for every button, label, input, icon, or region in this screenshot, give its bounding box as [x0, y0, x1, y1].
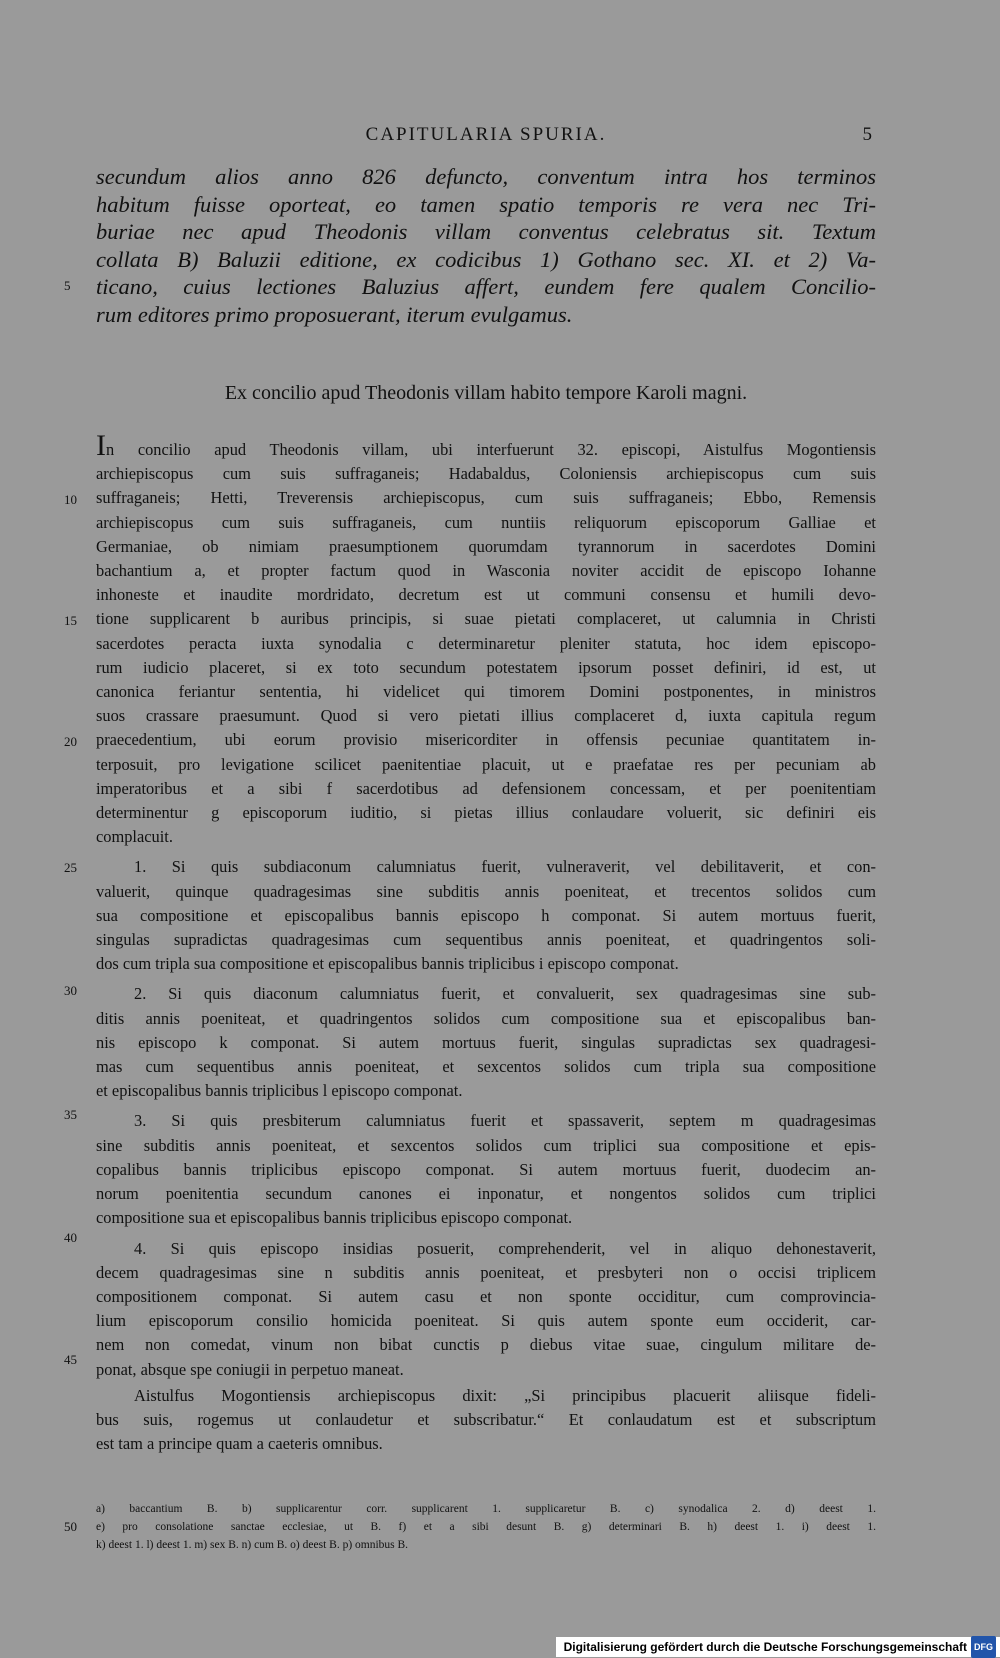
paragraph-chapter-3: [96, 1109, 876, 1230]
line-number: 45: [64, 1352, 77, 1367]
text-line: singulas supradictas quadragesimas cum sequentibus annis poeniteat, et quadringentos soli-: [96, 930, 876, 950]
footer-text: Digitalisierung gefördert durch die Deutsche Forschungsgemeinschaft: [563, 1640, 967, 1654]
text-line: 2. Si quis diaconum calumniatus fuerit, et convaluerit, sex quadragesimas sine sub-: [134, 984, 876, 1004]
paragraph-chapter-4: [96, 1237, 876, 1382]
initial-letter: I: [96, 429, 106, 462]
text-line: est tam a principe quam a caeteris omnibus.: [96, 1434, 383, 1454]
line-number: 15: [64, 613, 77, 628]
line-number: 20: [64, 734, 77, 749]
intro-line: rum editores primo proposuerant, iterum evulgamus.: [96, 301, 573, 327]
text-line: archiepiscopus cum suis suffraganeis; Hadabaldus, Coloniensis archiepiscopus cum suis: [96, 464, 876, 484]
intro-text: [96, 163, 876, 328]
text-line: suffraganeis; Hetti, Treverensis archiepiscopus, cum suis suffraganeis; Ebbo, Remensis: [96, 488, 876, 508]
page-number: 5: [862, 124, 872, 145]
main-text: [96, 429, 876, 1456]
section-title: Ex concilio apud Theodonis villam habito tempore Karoli magni.: [224, 382, 748, 404]
text-line: imperatoribus et a sibi f sacerdotibus ad defensionem concessam, et per poenitentiam: [96, 778, 876, 798]
text-line: sine subditis annis poeniteat, et sexcentos solidos cum triplici sua compositione et epis-: [96, 1135, 876, 1155]
text-line: ditis annis poeniteat, et quadringentos solidos cum compositione sua et episcopalibus ban-: [96, 1008, 876, 1028]
footnotes: [96, 1500, 876, 1554]
text-line: determinentur g episcoporum iuditio, si pietas illius conlaudare voluerit, sic definiri eis: [96, 803, 876, 823]
text-line: decem quadragesimas sine n subditis annis poeniteat, et presbyteri non o occisi triplicem: [96, 1262, 876, 1282]
text-line: sua compositione et episcopalibus bannis episcopo h componat. Si autem mortuus fuerit,: [96, 905, 876, 925]
line-number: 35: [64, 1107, 77, 1122]
text-line: Germaniae, ob nimiam praesumptionem quorumdam tyrannorum in sacerdotes Domini: [96, 536, 876, 556]
intro-line: buriae nec apud Theodonis villam conventus celebratus sit. Textum: [96, 219, 876, 244]
line-number: 5: [64, 278, 71, 293]
text-line: nem non comedat, vinum non bibat cunctis p diebus vitae suae, cingulum militare de-: [96, 1335, 876, 1355]
text-line: bachantium a, et propter factum quod in Wasconia noviter accidit de episcopo Iohanne: [96, 561, 876, 581]
text-line: 1. Si quis subdiaconum calumniatus fuerit, vulneraverit, vel debilitaverit, et con-: [134, 857, 876, 877]
text-line: praecedentium, ubi eorum provisio misericorditer in offensis pecuniae quantitatem in-: [96, 730, 876, 750]
text-line: rum iudicio placeret, si ex toto secundum potestatem ipsorum posset definiri, id est, ut: [96, 657, 876, 677]
text-line: complacuit.: [96, 827, 173, 847]
text-line: copalibus bannis triplicibus episcopo componat. Si autem mortuus fuerit, duodecim an-: [96, 1159, 876, 1179]
text-line: 3. Si quis presbiterum calumniatus fuerit et spassaverit, septem m quadragesimas: [134, 1111, 876, 1131]
paragraph-chapter-2: [96, 982, 876, 1103]
line-number: 40: [64, 1230, 77, 1245]
text-line: norum poenitentia secundum canones ei inponatur, et nongentos solidos cum triplici: [96, 1184, 876, 1204]
text-line: suos crassare praesumunt. Quod si vero pietati illius complaceret d, iuxta capitula regum: [96, 706, 876, 726]
digitization-footer: [556, 1637, 1000, 1657]
dfg-logo-icon: DFG: [971, 1636, 996, 1658]
text-line: 4. Si quis episcopo insidias posuerit, comprehenderit, vel in aliquo dehonestaverit,: [134, 1238, 876, 1258]
line-number: 30: [64, 983, 77, 998]
text-line: canonica feriantur sententia, hi videlicet qui timorem Domini postponentes, in ministros: [96, 682, 876, 702]
text-line: archiepiscopus cum suis suffraganeis, cum nuntiis reliquorum episcoporum Galliae et: [96, 512, 876, 532]
text-line: terposuit, pro levigatione scilicet paenitentiae placuit, ut e praefatae res per pecuniam ab: [96, 754, 876, 774]
text-line: ponat, absque spe coniugii in perpetuo maneat.: [96, 1359, 404, 1379]
text-line: lium episcoporum consilio homicida poeniteat. Si quis autem sponte eum occiderit, car-: [96, 1311, 876, 1331]
running-header: CAPITULARIA SPURIA.: [365, 124, 607, 145]
text-line: compositione sua et episcopalibus bannis triplicibus episcopo componat.: [96, 1208, 573, 1228]
text-line: dos cum tripla sua compositione et episcopalibus bannis triplicibus i episcopo componat.: [96, 954, 679, 974]
intro-line: habitum fuisse oporteat, eo tamen spatio temporis re vera nec Tri-: [96, 191, 876, 217]
text-line: nis episcopo k componat. Si autem mortuus fuerit, singulas supradictas sex quadragesi-: [96, 1032, 876, 1052]
paragraph-chapter-1: [96, 855, 876, 976]
text-line: et episcopalibus bannis triplicibus l episcopo componat.: [96, 1081, 463, 1101]
paragraph-preamble: [96, 429, 876, 849]
line-number: 50: [64, 1519, 77, 1534]
footnote-line: a) baccantium B. b) supplicarentur corr. supplicarent 1. supplicaretur B. c) synodalica 2. d) deest 1.: [96, 1503, 876, 1515]
text-line-content: n concilio apud Theodonis villam, ubi interfuerunt 32. episcopi, Aistulfus Mogontiensis: [106, 440, 876, 459]
footnote-line: e) pro consolatione sanctae ecclesiae, ut B. f) et a sibi desunt B. g) determinari B. h) deest 1. i) deest 1.: [96, 1521, 876, 1533]
intro-line: ticano, cuius lectiones Baluzius affert, eundem fere qualem Concilio-: [96, 274, 876, 299]
intro-line: collata B) Baluzii editione, ex codicibus 1) Gothano sec. XI. et 2) Va-: [96, 246, 876, 272]
text-line: Aistulfus Mogontiensis archiepiscopus dixit: „Si principibus placuerit aliisque fideli-: [134, 1385, 876, 1405]
intro-line: secundum alios anno 826 defuncto, conventum intra hos terminos: [96, 164, 876, 189]
footnote-line: k) deest 1. l) deest 1. m) sex B. n) cum B. o) deest B. p) omnibus B.: [96, 1539, 409, 1551]
text-line: mas cum sequentibus annis poeniteat, et sexcentos solidos cum tripla sua compositione: [96, 1057, 876, 1077]
text-line: bus suis, rogemus ut conlaudetur et subscribatur.“ Et conlaudatum est et subscriptum: [96, 1409, 876, 1429]
paragraph-conclusion: [96, 1384, 876, 1457]
line-number: 25: [64, 860, 77, 875]
text-line: inhoneste et inaudite mordridato, decretum est ut communi consensu et humili devo-: [96, 585, 876, 605]
text-line: sacerdotes peracta iuxta synodalia c determinaretur pleniter statuta, hoc idem episcopo-: [96, 633, 876, 653]
text-line: compositionem componat. Si autem casu et non sponte occiditur, cum comprovincia-: [96, 1286, 876, 1306]
line-number: 10: [64, 492, 77, 507]
text-line: [96, 429, 876, 462]
text-line: valuerit, quinque quadragesimas sine subditis annis poeniteat, et trecentos solidos cum: [96, 881, 876, 901]
text-line: tione supplicarent b auribus principis, si suae pietati complaceret, ut calumnia in Christi: [96, 609, 876, 629]
